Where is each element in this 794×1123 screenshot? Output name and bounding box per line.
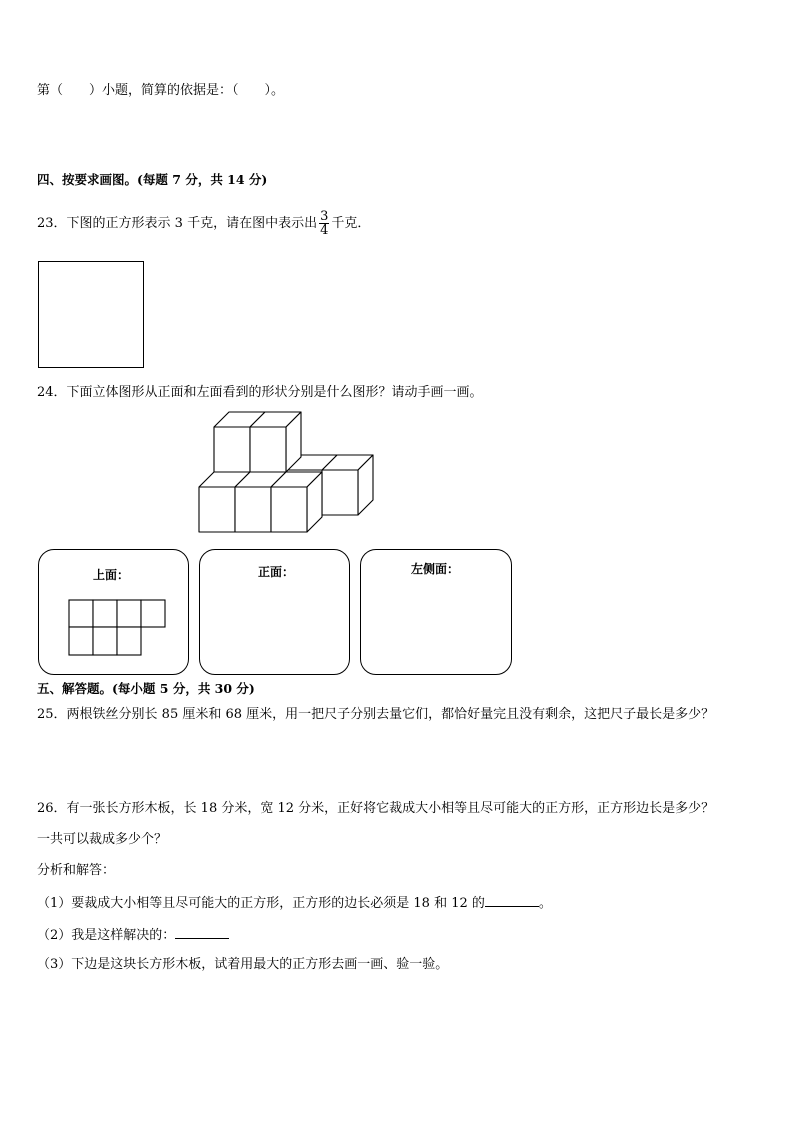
q24-text: 24．下面立体图形从正面和左面看到的形状分别是什么图形？请动手画一画。 [37,385,483,400]
top-view-box [38,549,189,675]
fraction-numerator: 3 [320,209,329,224]
q26-answer-blank-2[interactable] [175,925,229,939]
front-view-box [199,549,350,675]
q26-line2: 一共可以裁成多少个？ [37,832,168,847]
q26-line1: 26．有一张长方形木板，长 18 分米，宽 12 分米，正好将它裁成大小相等且尽可能大的正方形，正方形边长是多少？ [37,801,715,816]
section4-title: 四、按要求画图。(每题 7 分，共 14 分) [37,172,268,187]
q26-part2 [37,925,229,945]
q23-text [37,210,370,237]
left-view-label: 左侧面： [411,562,460,576]
q26-part1 [37,893,552,913]
left-view-box [360,549,512,675]
q23-square [38,261,144,368]
q23-suffix: 千克． [331,216,371,231]
q26-analysis: 分析和解答： [37,863,116,878]
q26-part3: （3）下边是这块长方形木板，试着用最大的正方形去画一画、验一验。 [37,957,449,972]
q23-prefix: 23．下图的正方形表示 3 千克，请在图中表示出 [37,216,318,231]
q25-text: 25．两根铁丝分别长 85 厘米和 68 厘米，用一把尺子分别去量它们，都恰好量完且没有剩余，这把尺子最长是多少？ [37,707,715,722]
q23-fraction [319,210,329,237]
top-view-label: 上面： [93,568,130,582]
top-view-grid [68,599,168,659]
q26-part1-end: 。 [538,896,552,911]
q26-part2-text: （2）我是这样解决的： [37,928,176,943]
q22-tail: 第（ ）小题，简算的依据是：（ ）。 [37,83,285,98]
q26-answer-blank-1[interactable] [485,893,539,907]
fraction-denominator: 4 [320,223,329,238]
q26-part1-text: （1）要裁成大小相等且尽可能大的正方形，正方形的边长必须是 18 和 12 的 [37,896,485,911]
q24-cube-figure [190,410,380,538]
section5-title: 五、解答题。(每小题 5 分，共 30 分) [37,681,255,696]
front-view-label: 正面： [258,565,295,579]
